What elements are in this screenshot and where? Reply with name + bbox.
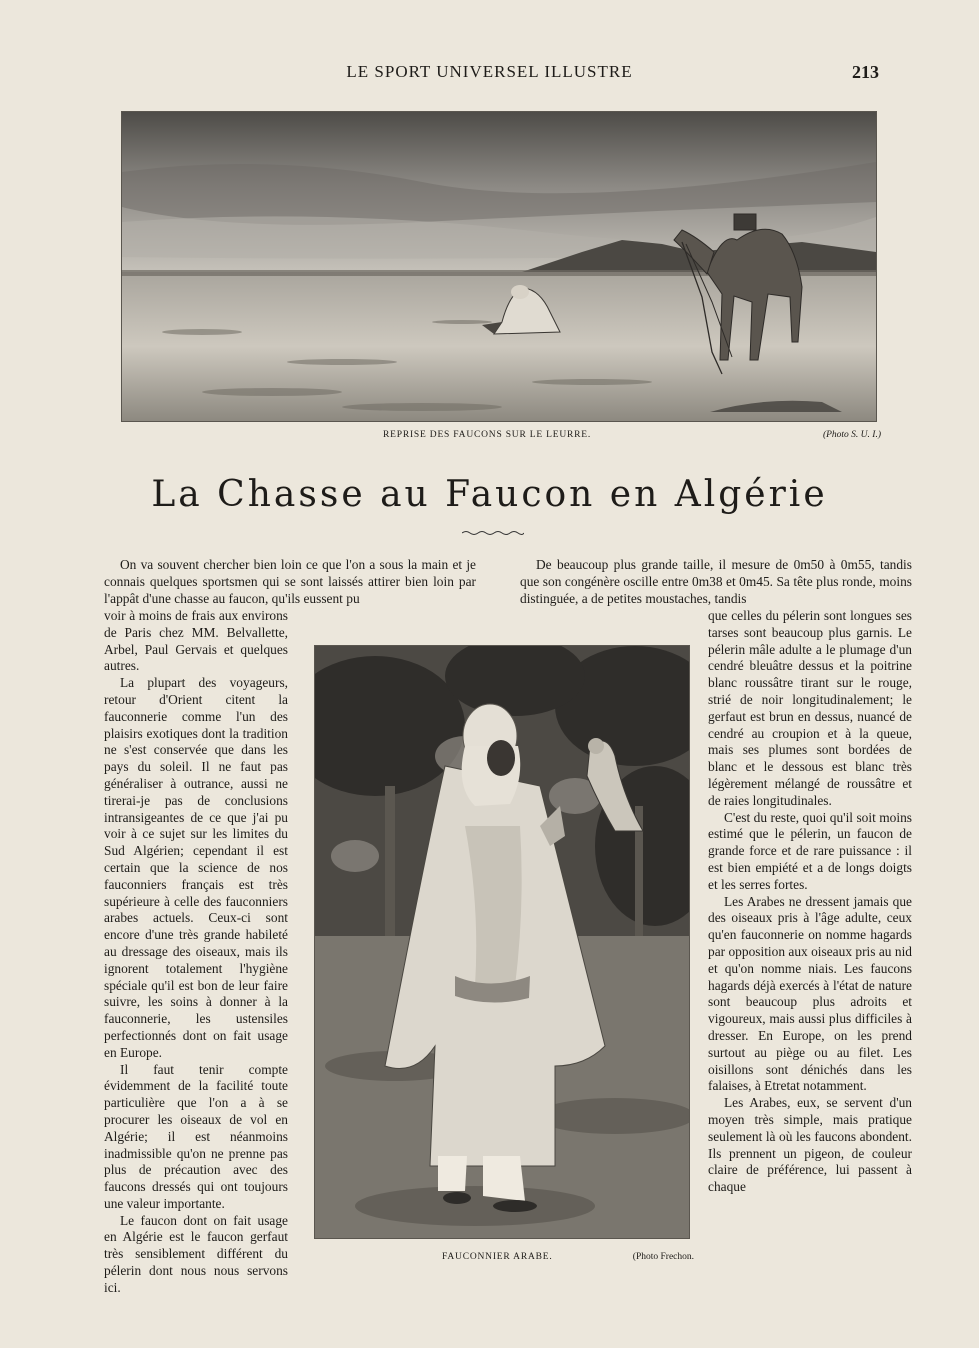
right-column: [708, 608, 912, 1196]
right-paragraph: que celles du pélerin sont longues ses tarses sont beaucoup plus garnis. Le pélerin mâle adulte a le plumage d'un cendré bleuâtre dessus et la poitrine blanc roussâtre tirant sur le rouge, strié de noir longitudinalement; le gerfaut est brun en dessus, nuancé de cendré au croupion et à la queue, mais ses plumes sont bordées de blanc et le dessous est blanc très légèrement mélangé de roussâtre et de raies longitudinales.: [708, 608, 912, 808]
left-paragraph: Il faut tenir compte évidemment de la facilité toute particulière que l'on a à se procurer les oiseaux de vol en Algérie; il est néanmoins inadmissible qu'on ne prenne pas plus de précaution avec des faucons dressés qui ont toujours une valeur importante.: [104, 1061, 288, 1211]
middle-photo-caption: [314, 1252, 694, 1266]
photo-arab-falconer: [314, 645, 690, 1239]
middle-photo-caption-text: FAUCONNIER ARABE.: [442, 1252, 553, 1262]
top-photo-caption: [121, 430, 881, 444]
page-number: 213: [852, 62, 879, 82]
title-ornament: [462, 530, 524, 536]
intro-left-paragraph: On va souvent chercher bien loin ce que l'on a sous la main et je connais quelques sportsmen qui se sont laissés attirer bien loin par l'appât d'une chasse au faucon, qu'ils eussent pu: [104, 557, 476, 606]
running-title: LE SPORT UNIVERSEL ILLUSTRE: [346, 62, 633, 81]
article-title: La Chasse au Faucon en Algérie: [151, 474, 828, 515]
right-paragraph: Les Arabes, eux, se servent d'un moyen très simple, mais pratique seulement là où les faucons abondent. Ils prennent un pigeon, de couleur claire de préférence, lui passent à chaque: [708, 1095, 912, 1195]
running-head: [0, 62, 979, 86]
top-photo-credit: (Photo S. U. I.): [822, 430, 881, 440]
photo-falcon-lure: [121, 111, 877, 422]
right-paragraph: C'est du reste, quoi qu'il soit moins estimé que le pélerin, un faucon de grande force et de rare puissance : il est bien empiété et a de longs doigts et les serres fortes.: [708, 809, 912, 892]
right-paragraph: Les Arabes ne dressent jamais que des oiseaux pris à l'âge adulte, ceux qu'en fauconnerie on nomme hagards par opposition aux oiseaux pris au nid et qu'on nomme niais. Les faucons hagards déjà exercés à l'état de nature sont beaucoup plus adroits et vigoureux, mais aussi plus difficiles à dresser. En Europe, on les prend surtout au piège ou au filet. Les oisillons sont dénichés dans les falaises, à Etretat notamment.: [708, 893, 912, 1094]
middle-photo-credit: (Photo Frechon.: [632, 1252, 694, 1262]
top-photo-caption-text: REPRISE DES FAUCONS SUR LE LEURRE.: [383, 430, 592, 440]
intro-left-text: [104, 557, 476, 607]
left-paragraph: La plupart des voyageurs, retour d'Orient citent la fauconnerie comme l'un des plaisirs exotiques dont la tradition ne s'est conservée que dans les pays du soleil. Il ne faut pas généraliser à outrance, aussi ne tirerai-je pas de conclusions intransigeantes de ce que j'ai pu voir à ce sujet sur les limites du Sud Algérien; cependant il est certain que la science de nos fauconniers français est très supérieure à celle des fauconniers arabes actuels. Ceux-ci sont encore d'une très grande habileté au dressage des oiseaux, mais ils ignorent totalement l'hygiène spéciale qu'il est bon de leur faire suivre, les soins à donner à la fauconnerie, les ustensiles perfectionnés dont on fait usage en Europe.: [104, 675, 288, 1060]
left-paragraph: Le faucon dont on fait usage en Algérie est le faucon gerfaut très sensiblement différent du pélerin dont nous nous servons ici.: [104, 1212, 288, 1295]
left-paragraph: voir à moins de frais aux environs de Paris chez MM. Belvallette, Arbel, Paul Gervais et quelques autres.: [104, 608, 288, 674]
intro-right-text: [520, 557, 912, 607]
left-column: [104, 608, 288, 1297]
intro-right-paragraph: De beaucoup plus grande taille, il mesure de 0m50 à 0m55, tandis que son congénère oscille entre 0m38 et 0m45. Sa tête plus ronde, moins distinguée, a de petites moustaches, tandis: [520, 557, 912, 606]
